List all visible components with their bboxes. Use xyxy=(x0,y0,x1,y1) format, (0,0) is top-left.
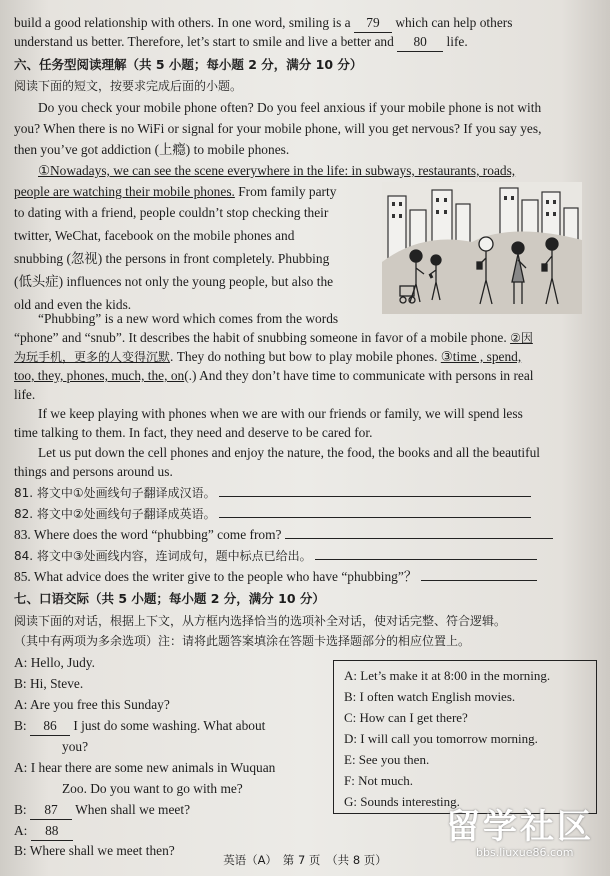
phubbing-illustration xyxy=(382,182,582,314)
passage-line: build a good relationship with others. In one word, smiling is a 79 which can help others xyxy=(14,14,600,33)
dialogue-line: you? xyxy=(62,739,89,754)
section-instruction: 阅读下面的短文，按要求完成后面的小题。 xyxy=(14,79,243,93)
dialogue-line: A: Hello, Judy. xyxy=(14,655,95,670)
passage-line: understand us better. Therefore, let’s start to smile and live a better and 80 life. xyxy=(14,33,600,52)
page-footer: 英语（A） 第 7 页 （共 8 页） xyxy=(223,853,387,867)
underlined-sentence-1: ①Nowadays, we can see the scene everywhere in the life: in subways, restaurants, roads, xyxy=(38,163,516,178)
section-instruction: 阅读下面的对话，根据上下文，从方框内选择恰当的选项补全对话，使对话完整、符合逻辑。 xyxy=(14,614,507,628)
passage-line: to dating with a friend, people couldn’t stop checking their xyxy=(14,205,329,220)
passage-line: old and even the kids. xyxy=(14,297,132,312)
answer-line[interactable] xyxy=(219,484,531,497)
answer-line[interactable] xyxy=(315,547,537,560)
passage-line: Do you check your mobile phone often? Do you feel anxious if your mobile phone is not with xyxy=(38,100,542,115)
option-e: E: See you then. xyxy=(344,752,430,767)
option-d: D: I will call you tomorrow morning. xyxy=(344,731,538,746)
dialogue-line: Zoo. Do you want to go with me? xyxy=(62,781,243,796)
underlined-sentence-2: ②因 xyxy=(510,331,533,345)
dialogue-line: B: Where shall we meet then? xyxy=(14,843,175,858)
dialogue-line: A: Are you free this Sunday? xyxy=(14,697,170,712)
passage-line: “phone” and “snub”. It describes the habit of snubbing someone in favor of a mobile phone. ②因 xyxy=(14,330,533,345)
passage-line: people are watching their mobile phones. From family party xyxy=(14,184,337,199)
passage-line: too, they, phones, much, the, on(.) And they don’t have time to communicate with persons in real xyxy=(14,368,534,383)
answer-line[interactable] xyxy=(219,505,531,518)
answer-blank-79: 79 xyxy=(354,14,392,33)
answer-blank-87[interactable]: 87 xyxy=(30,801,72,820)
passage-line: (低头症) influences not only the young people, but also the xyxy=(14,274,334,289)
watermark xyxy=(446,808,606,870)
question-84: 84. 将文中③处画线内容，连词成句，题中标点已给出。 xyxy=(14,547,600,565)
option-f: F: Not much. xyxy=(344,773,413,788)
option-c: C: How can I get there? xyxy=(344,710,468,725)
option-a: A: Let’s make it at 8:00 in the morning. xyxy=(344,668,551,683)
section-instruction: （其中有两项为多余选项）注：请将此题答案填涂在答题卡选择题部分的相应位置上。 xyxy=(14,634,471,648)
passage-line: time talking to them. In fact, they need and deserve to be cared for. xyxy=(14,425,373,440)
passage-line: snubbing (忽视) the persons in front completely. Phubbing xyxy=(14,251,330,266)
passage-line: things and persons around us. xyxy=(14,464,173,479)
section-heading: 七、口语交际（共 5 小题；每小题 2 分，满分 10 分） xyxy=(14,591,325,606)
dialogue-line: B: Hi, Steve. xyxy=(14,676,84,691)
watermark-url: bbs.liuxue86.com xyxy=(476,846,574,859)
section-heading: 六、任务型阅读理解（共 5 小题；每小题 2 分，满分 10 分） xyxy=(14,57,363,72)
passage-line: life. xyxy=(14,387,36,402)
watermark-logo-text: 留学社区 xyxy=(446,807,594,847)
answer-line[interactable] xyxy=(421,568,537,581)
options-box xyxy=(333,660,597,814)
question-83: 83. Where does the word “phubbing” come from? xyxy=(14,526,600,544)
underlined-words-3: ③time , spend, xyxy=(440,349,522,364)
passage-line: then you’ve got addiction (上瘾) to mobile phones. xyxy=(14,142,290,157)
passage-line: “Phubbing” is a new word which comes from the words xyxy=(38,311,339,326)
underlined-sentence-2-cont: 为玩手机，更多的人变得沉默 xyxy=(14,350,171,364)
question-82: 82. 将文中②处画线句子翻译成英语。 xyxy=(14,505,600,523)
passage-line: 为玩手机，更多的人变得沉默. They do nothing but bow to play mobile phones. ③time , spend, xyxy=(14,349,522,364)
option-g: G: Sounds interesting. xyxy=(344,794,460,809)
passage-line: you? When there is no WiFi or signal for your mobile phone, will you get nervous? If you say yes, xyxy=(14,121,542,136)
dialogue-line: A: I hear there are some new animals in Wuquan xyxy=(14,760,276,775)
passage-line: If we keep playing with phones when we are with our friends or family, we will spend less xyxy=(38,406,523,421)
answer-blank-86[interactable]: 86 xyxy=(30,717,70,736)
passage-line: Let us put down the cell phones and enjoy the nature, the food, the books and all the beautiful xyxy=(38,445,541,460)
question-81: 81. 将文中①处画线句子翻译成汉语。 xyxy=(14,484,600,502)
answer-blank-80: 80 xyxy=(397,33,443,52)
answer-blank-88[interactable]: 88 xyxy=(31,822,73,841)
answer-line[interactable] xyxy=(285,526,553,539)
dialogue-line: B: 87 When shall we meet? xyxy=(14,801,600,820)
passage-line: twitter, WeChat, facebook on the mobile phones and xyxy=(14,228,295,243)
underlined-words-3-cont: too, they, phones, much, the, on xyxy=(14,368,185,383)
dialogue-line: B: 86 I just do some washing. What about xyxy=(14,717,600,736)
dialogue-line: A: 88 xyxy=(14,822,600,841)
option-b: B: I often watch English movies. xyxy=(344,689,516,704)
underlined-sentence-1-end: people are watching their mobile phones. xyxy=(14,184,235,199)
question-85: 85. What advice does the writer give to the people who have “phubbing”？ xyxy=(14,568,600,586)
